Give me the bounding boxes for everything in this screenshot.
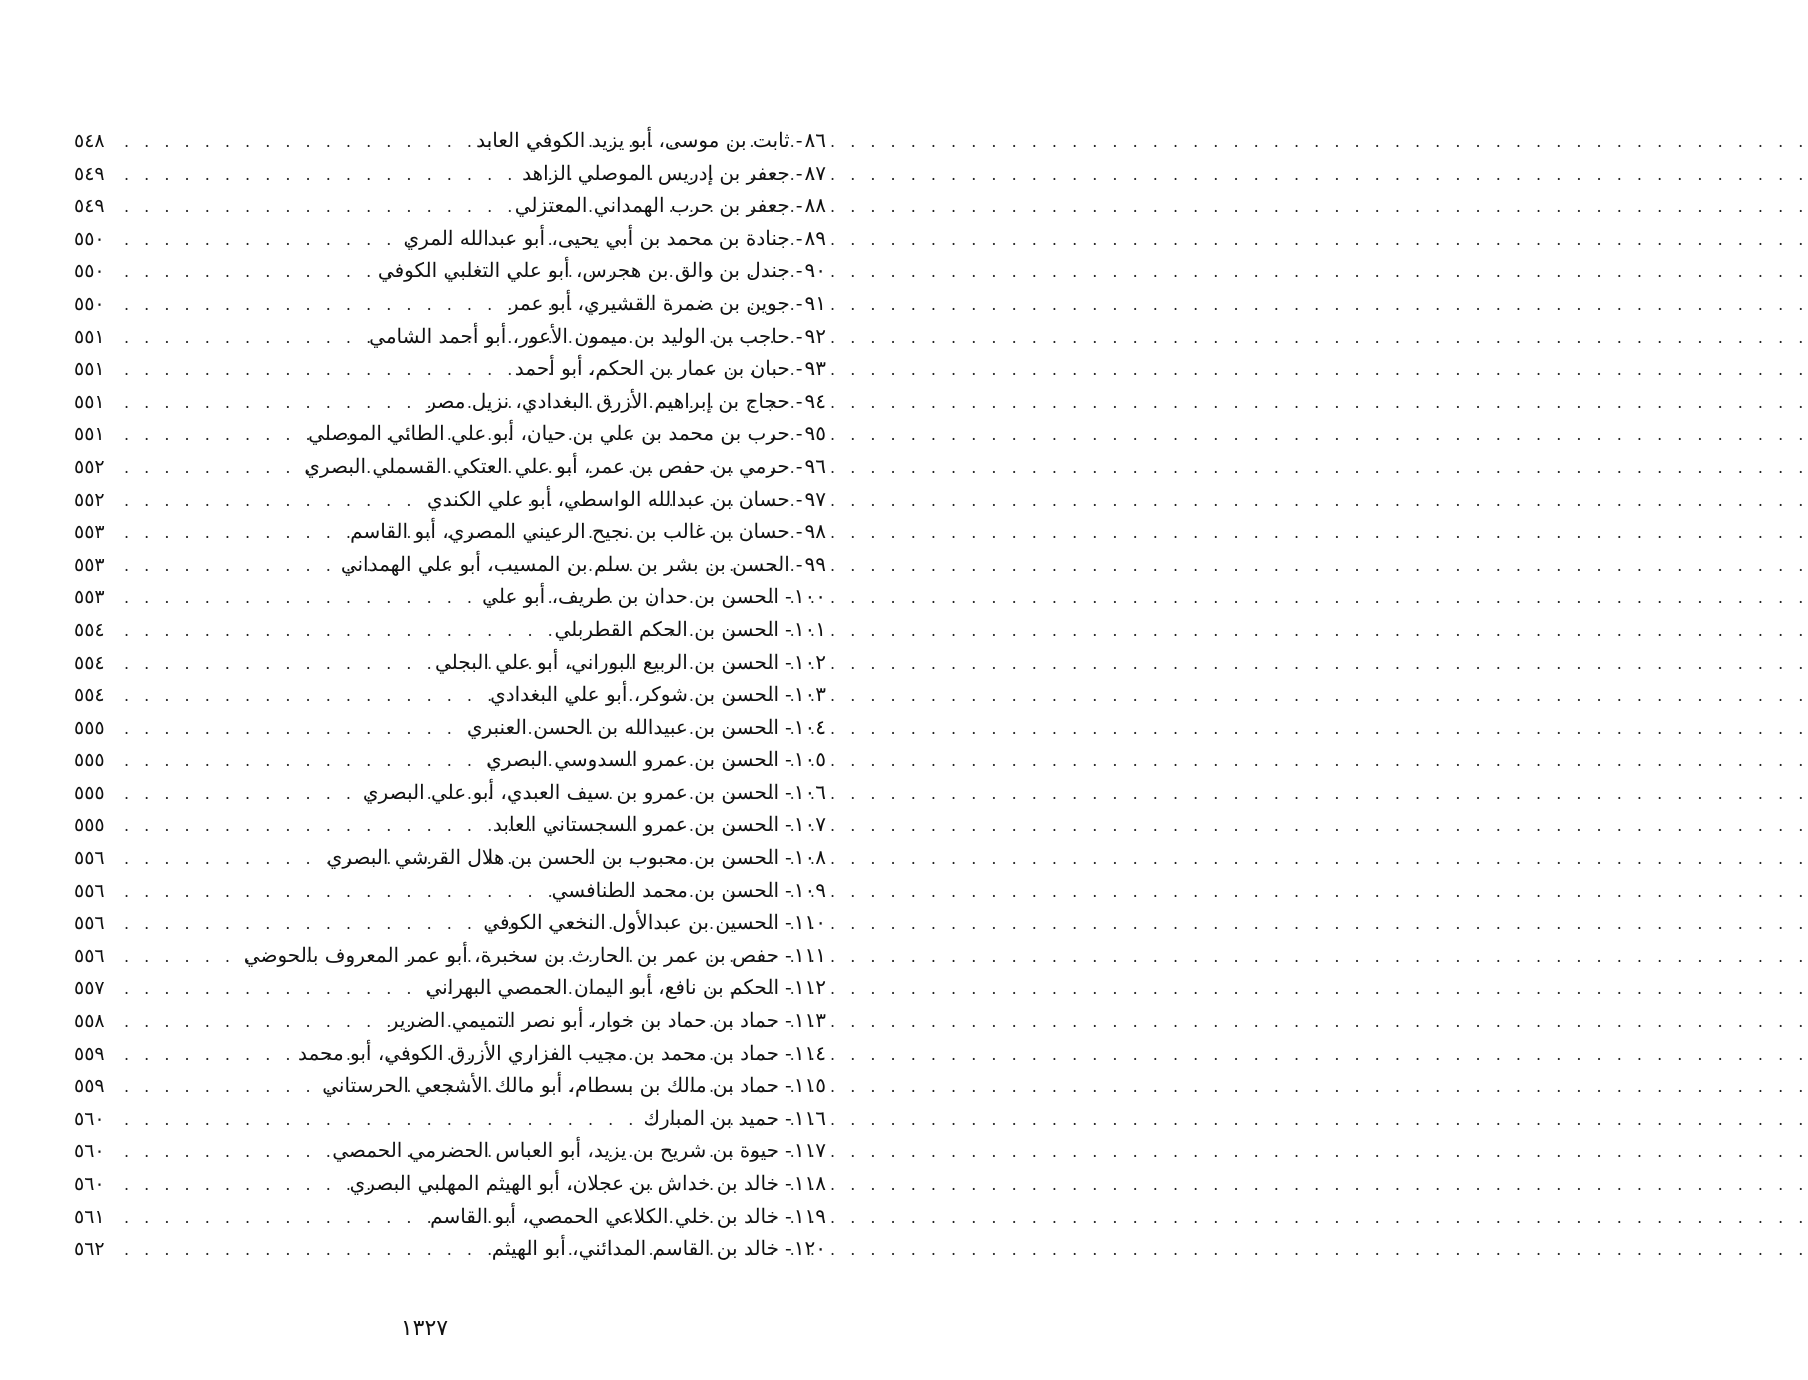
entry-title: الحكم بن نافع، أبو اليمان الحمصي البهراني: [425, 975, 779, 1000]
entry-dash: -: [785, 1073, 792, 1098]
dot-leader: [124, 778, 357, 811]
entry-title: الحسن بن محبوب بن الحسن بن هلال القرشي البصري: [326, 845, 779, 870]
entry-number: ١١٧: [793, 1138, 826, 1163]
dot-leader: [124, 550, 335, 583]
toc-entry: [74, 189, 826, 222]
toc-entry: [74, 1232, 826, 1265]
entry-dash: -: [785, 1171, 792, 1195]
entry-page-number: ٥٤٩: [74, 162, 105, 185]
toc-entry: [74, 515, 826, 548]
entry-number: ٩٤: [804, 388, 826, 413]
toc-entry: [74, 776, 826, 809]
entry-page-number: ٥٥١: [74, 358, 105, 381]
toc-entry: [74, 1134, 826, 1167]
entry-title: جندل بن والق بن هجرس، أبو علي التغلبي الكوفي: [377, 258, 790, 283]
entry-page-number: ٥٤٩: [74, 195, 105, 218]
entry-page-number: ٥٦٢: [74, 1238, 105, 1261]
entry-dash: -: [795, 128, 803, 152]
entry-dash: -: [785, 584, 792, 609]
entry-page-number: ٥٥٢: [74, 455, 105, 478]
entry-title: الحسن بن شوكر، أبو علي البغدادي: [490, 682, 779, 707]
toc-entry: [74, 646, 826, 679]
dot-leader: [124, 1071, 316, 1104]
entry-dash: -: [785, 812, 792, 837]
toc-entry: [74, 1037, 826, 1070]
entry-number: ٩٠: [804, 258, 826, 283]
entry-dash: -: [795, 421, 803, 446]
entry-number: ٩٢: [804, 323, 826, 348]
dot-leader: [124, 908, 477, 941]
entry-page-number: ٥٥١: [74, 390, 105, 413]
toc-entry: [74, 841, 826, 874]
entry-number: ١١١: [793, 942, 826, 967]
dot-leader: [124, 680, 484, 713]
entry-page-number: ٥٦٠: [74, 1140, 105, 1163]
entry-page-number: ٥٦٠: [74, 1173, 105, 1195]
entry-number: ١٠٦: [793, 779, 826, 804]
entry-dash: -: [785, 1008, 792, 1033]
entry-dash: -: [785, 845, 792, 870]
entry-number: ١٠١: [793, 616, 826, 641]
entry-number: ٩٧: [804, 486, 826, 511]
entry-dash: -: [785, 942, 792, 967]
entry-title: جنادة بن محمد بن أبي يحيى، أبو عبدالله المري: [403, 225, 790, 250]
toc-entry: [74, 874, 826, 907]
entry-dash: -: [795, 290, 803, 315]
dot-leader: [124, 1202, 424, 1235]
entry-page-number: ٥٥٠: [74, 260, 105, 283]
toc-entry: [74, 1200, 826, 1233]
entry-page-number: ٥٥٠: [74, 227, 105, 250]
dot-leader: [124, 1039, 292, 1072]
entry-dash: -: [785, 1236, 792, 1261]
dot-leader: [124, 876, 546, 909]
toc-entry: [74, 971, 826, 1004]
entry-page-number: ٥٥٥: [74, 814, 105, 837]
dot-leader: [124, 615, 549, 648]
dot-leader: [124, 745, 480, 778]
dot-leader: [124, 224, 398, 257]
entry-dash: -: [795, 160, 803, 185]
entry-page-number: ٥٥٣: [74, 553, 105, 576]
entry-title: حاجب بن الوليد بن ميمون الأعور، أبو أحمد الشامي: [369, 323, 790, 348]
table-of-contents: [74, 124, 826, 1265]
entry-dash: -: [785, 779, 792, 804]
entry-page-number: ٥٥٥: [74, 781, 105, 804]
entry-page-number: ٥٥٤: [74, 684, 105, 707]
entry-dash: -: [795, 193, 803, 218]
entry-title: الحسن بن بشر بن سلم بن المسيب، أبو علي الهمداني: [340, 551, 790, 576]
entry-title: حجاج بن إبراهيم الأزرق البغدادي، نزيل مصر: [426, 388, 790, 413]
entry-title: الحسن بن الحكم القطربلي: [554, 616, 779, 641]
entry-title: خالد بن خلي الكلاعي الحمصي، أبو القاسم: [430, 1203, 779, 1228]
entry-number: ٨٨: [804, 193, 826, 218]
page-number: ١٣٢٧: [400, 1316, 449, 1341]
entry-number: ٩٩: [804, 551, 826, 576]
entry-number: ٩٦: [804, 453, 826, 478]
toc-entry: [74, 320, 826, 353]
entry-dash: -: [785, 975, 792, 1000]
entry-dash: -: [785, 616, 792, 641]
entry-dash: -: [785, 1040, 792, 1065]
toc-entry: [74, 711, 826, 744]
entry-dash: -: [785, 910, 792, 935]
entry-page-number: ٥٥٣: [74, 586, 105, 609]
toc-entry: [74, 743, 826, 776]
dot-leader: [124, 582, 476, 615]
entry-number: ٩١: [804, 290, 826, 315]
entry-title: خالد بن خداش بن عجلان، أبو الهيثم المهلبي البصري: [349, 1171, 779, 1195]
entry-title: حسان بن غالب بن نجيح الرعيني المصري، أبو القاسم: [350, 519, 790, 544]
entry-title: خالد بن القاسم المدائني، أبو الهيثم: [491, 1236, 779, 1261]
toc-entry: [74, 287, 826, 320]
dot-leader: [124, 159, 516, 192]
entry-title: الحسن بن حدان بن طريف، أبو علي: [482, 584, 779, 609]
dot-leader: [124, 256, 372, 289]
dot-leader: [124, 1006, 383, 1039]
entry-title: الحسن بن عمرو السدوسي البصري: [486, 747, 779, 772]
entry-dash: -: [785, 1203, 792, 1228]
dot-leader: [124, 387, 420, 420]
toc-entry: [74, 352, 826, 385]
dot-leader: [124, 452, 298, 485]
dot-leader: [124, 1169, 344, 1202]
entry-page-number: ٥٤٨: [74, 130, 105, 152]
entry-page-number: ٥٥٥: [74, 716, 105, 739]
toc-entry: [74, 939, 826, 972]
dot-leader: [124, 517, 344, 550]
entry-dash: -: [795, 323, 803, 348]
dot-leader: [124, 810, 487, 843]
entry-dash: -: [785, 1105, 792, 1130]
dot-leader: [124, 1136, 326, 1169]
entry-dash: -: [795, 551, 803, 576]
dot-leader: [124, 289, 503, 322]
entry-title: جوين بن ضمرة القشيري، أبو عمر: [508, 290, 790, 315]
toc-entry: [74, 1167, 826, 1200]
entry-number: ٩٣: [804, 356, 826, 381]
entry-title: جعفر بن إدريس الموصلي الزاهد: [522, 160, 790, 185]
entry-title: حيوة بن شريح بن يزيد، أبو العباس الحضرمي الحمصي: [332, 1138, 779, 1163]
entry-number: ١٢٠: [793, 1236, 826, 1261]
toc-entry: [74, 808, 826, 841]
entry-dash: -: [785, 747, 792, 772]
entry-page-number: ٥٦١: [74, 1205, 105, 1228]
dot-leader: [124, 973, 419, 1006]
entry-number: ١١٢: [793, 975, 826, 1000]
toc-entry: [74, 254, 826, 287]
entry-number: ١١٣: [793, 1008, 826, 1033]
entry-title: الحسين بن عبدالأول النخعي الكوفي: [483, 910, 779, 935]
entry-page-number: ٥٥٨: [74, 1010, 105, 1033]
entry-page-number: ٥٥١: [74, 423, 105, 446]
toc-entry: [74, 580, 826, 613]
toc-entry: [74, 1004, 826, 1037]
entry-number: ١٠٧: [793, 812, 826, 837]
entry-page-number: ٥٥٧: [74, 977, 105, 1000]
entry-title: حميد بن المبارك: [643, 1105, 779, 1130]
entry-title: حرب بن محمد بن علي بن حيان، أبو علي الطائي الموصلي: [308, 421, 790, 446]
entry-dash: -: [785, 877, 792, 902]
entry-page-number: ٥٥٤: [74, 618, 105, 641]
entry-number: ١١٥: [793, 1073, 826, 1098]
toc-entry: [74, 157, 826, 190]
entry-dash: -: [785, 714, 792, 739]
dot-leader: [124, 191, 509, 224]
toc-entry: [74, 548, 826, 581]
dot-leader: [124, 126, 470, 159]
entry-title: حماد بن محمد بن مجيب الفزاري الأزرق الكوفي، أبو محمد: [297, 1040, 779, 1065]
entry-number: ١١٠: [793, 910, 826, 935]
dot-leader: [124, 843, 321, 876]
entry-number: ٨٦: [804, 128, 826, 152]
entry-page-number: ٥٥٩: [74, 1042, 105, 1065]
entry-title: حماد بن مالك بن بسطام، أبو مالك الأشجعي الحرستاني: [322, 1073, 779, 1098]
toc-entry: [74, 124, 826, 157]
entry-page-number: ٥٥٥: [74, 749, 105, 772]
entry-page-number: ٥٥٦: [74, 944, 105, 967]
dot-leader: [124, 941, 238, 974]
entry-dash: -: [785, 1138, 792, 1163]
entry-page-number: ٥٥٩: [74, 1075, 105, 1098]
entry-page-number: ٥٥٦: [74, 912, 105, 935]
entry-dash: -: [795, 356, 803, 381]
entry-page-number: ٥٥٦: [74, 879, 105, 902]
entry-page-number: ٥٥٤: [74, 651, 105, 674]
entry-number: ١٠٣: [793, 682, 826, 707]
entry-dash: -: [785, 682, 792, 707]
entry-dash: -: [785, 649, 792, 674]
entry-dash: -: [795, 486, 803, 511]
toc-entry: [74, 906, 826, 939]
dot-leader: [124, 419, 302, 452]
entry-dash: -: [795, 388, 803, 413]
entry-page-number: ٥٥٢: [74, 488, 105, 511]
entry-title: الحسن بن الربيع البوراني، أبو علي البجلي: [435, 649, 779, 674]
entry-number: ٩٨: [804, 519, 826, 544]
entry-number: ١١٤: [793, 1040, 826, 1065]
entry-number: ١٠٢: [793, 649, 826, 674]
entry-dash: -: [795, 519, 803, 544]
toc-entry: [74, 417, 826, 450]
entry-number: ١٠٨: [793, 845, 826, 870]
entry-page-number: ٥٦٠: [74, 1107, 105, 1130]
toc-entry: [74, 613, 826, 646]
dot-leader: [124, 354, 509, 387]
entry-dash: -: [795, 453, 803, 478]
entry-title: الحسن بن عمرو السجستاني العابد: [492, 812, 779, 837]
dot-leader: [124, 1234, 486, 1267]
entry-number: ١١٩: [793, 1203, 826, 1228]
entry-title: الحسن بن عبيدالله بن الحسن العنبري: [466, 714, 779, 739]
entry-number: ١١٨: [793, 1171, 826, 1195]
entry-title: الحسن بن محمد الطنافسي: [551, 877, 779, 902]
entry-page-number: ٥٥٦: [74, 847, 105, 870]
entry-title: حبان بن عمار بن الحكم، أبو أحمد: [514, 356, 790, 381]
entry-title: ثابت بن موسى، أبو يزيد الكوفي العابد: [476, 128, 790, 152]
entry-number: ١٠٠: [793, 584, 826, 609]
entry-title: حرمي بن حفص بن عمر، أبو علي العتكي القسملي البصري: [304, 453, 790, 478]
entry-dash: -: [795, 258, 803, 283]
entry-page-number: ٥٥١: [74, 325, 105, 348]
entry-page-number: ٥٥٠: [74, 292, 105, 315]
entry-number: ٨٩: [804, 225, 826, 250]
entry-title: جعفر بن حرب الهمداني المعتزلي: [514, 193, 790, 218]
entry-title: حماد بن حماد بن خوار، أبو نصر التميمي الضرير: [388, 1008, 779, 1033]
toc-entry: [74, 385, 826, 418]
dot-leader: [124, 322, 363, 355]
dot-leader: [124, 713, 461, 746]
toc-entry: [74, 450, 826, 483]
toc-entry: [74, 678, 826, 711]
entry-title: حسان بن عبدالله الواسطي، أبو علي الكندي: [426, 486, 790, 511]
dot-leader: [124, 1104, 638, 1137]
entry-title: الحسن بن عمرو بن سيف العبدي، أبو علي البصري: [362, 779, 779, 804]
entry-number: ٨٧: [804, 160, 826, 185]
toc-entry: [74, 222, 826, 255]
entry-number: ٩٥: [804, 421, 826, 446]
entry-page-number: ٥٥٣: [74, 521, 105, 544]
entry-title: حفص بن عمر بن الحارث بن سخبرة، أبو عمر المعروف بالحوضي: [243, 942, 779, 967]
entry-number: ١٠٥: [793, 747, 826, 772]
entry-number: ١١٦: [793, 1105, 826, 1130]
toc-entry: [74, 1069, 826, 1102]
dot-leader: [124, 648, 429, 681]
entry-number: ١٠٤: [793, 714, 826, 739]
entry-dash: -: [795, 225, 803, 250]
entry-number: ١٠٩: [793, 877, 826, 902]
dot-leader: [124, 485, 421, 518]
toc-entry: [74, 1102, 826, 1135]
toc-entry: [74, 483, 826, 516]
